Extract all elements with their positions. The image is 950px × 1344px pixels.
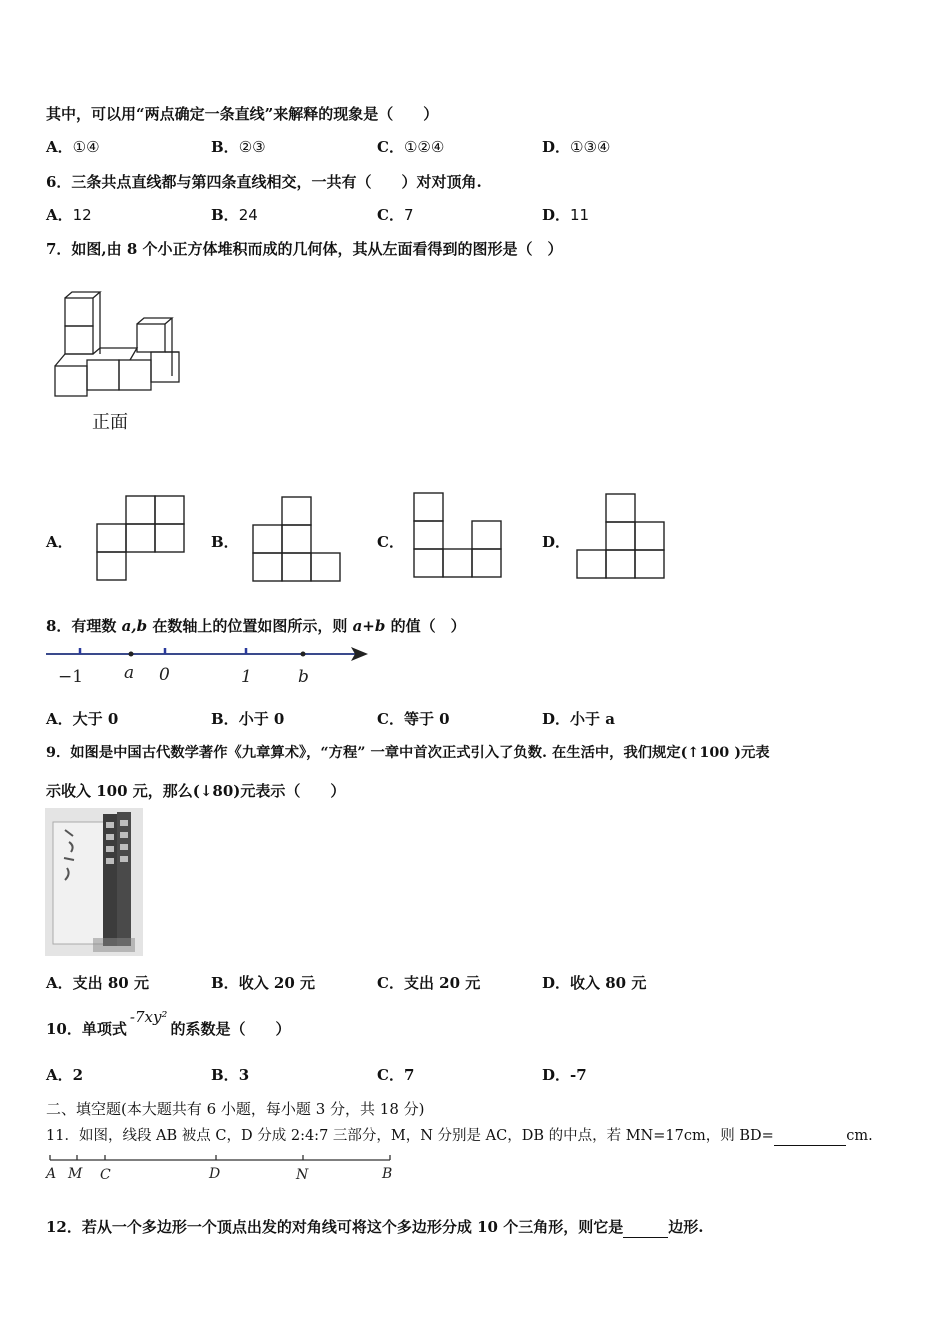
seg-label-n: N — [296, 1167, 309, 1183]
q6-option-c: C．7 — [377, 206, 414, 224]
section-heading: 二、填空题(本大题共有 6 小题，每小题 3 分，共 18 分) — [46, 1100, 425, 1118]
q6-option-b: B．24 — [211, 206, 258, 224]
q10-option-d: D．-7 — [542, 1066, 587, 1084]
q7-option-a-label: A． — [46, 533, 73, 551]
book-photo — [45, 808, 143, 956]
figure-caption: 正面 — [92, 412, 128, 433]
q7-option-b-label: B． — [211, 533, 239, 551]
q8-option-a: A．大于 0 — [46, 710, 119, 728]
seg-label-c: C — [100, 1167, 111, 1183]
seg-label-m: M — [68, 1166, 83, 1182]
axis-label-neg1: −1 — [58, 667, 84, 687]
q9-option-c: C．支出 20 元 — [377, 974, 481, 992]
q9-stem-line2: 示收入 100 元，那么(↓80)元表示（ ） — [46, 782, 346, 800]
axis-label-1: 1 — [241, 667, 252, 687]
q9-option-b: B．收入 20 元 — [211, 974, 316, 992]
q6-option-a: A．12 — [46, 206, 92, 224]
q10-stem: 10．单项式-7xy²的系数是（ ） — [46, 1008, 291, 1038]
q7-option-d-figure — [577, 493, 665, 579]
segment-figure — [46, 1154, 396, 1186]
q8-option-b: B．小于 0 — [211, 710, 285, 728]
q8-option-d: D．小于 a — [542, 710, 615, 728]
cube-stack-figure — [50, 290, 185, 400]
q6-stem: 6．三条共点直线都与第四条直线相交，一共有（ ）对对顶角. — [46, 173, 482, 191]
q9-option-d: D．收入 80 元 — [542, 974, 647, 992]
q5-option-c: C．①②④ — [377, 138, 445, 156]
q7-option-a-figure — [97, 495, 185, 581]
q7-option-c-label: C． — [377, 533, 404, 551]
q8-option-c: C．等于 0 — [377, 710, 450, 728]
q9-stem-line1: 9．如图是中国古代数学著作《九章算术》，“方程” 一章中首次正式引入了负数. 在生活中，我们规定(↑100 )元表 — [46, 745, 770, 761]
q7-option-b-figure — [253, 496, 341, 582]
q6-option-d: D．11 — [542, 206, 590, 224]
axis-label-b: b — [298, 667, 309, 687]
axis-label-0: 0 — [159, 665, 170, 685]
q8-stem: 8．有理数 a,b 在数轴上的位置如图所示，则 a+b 的值（ ） — [46, 617, 466, 635]
q7-option-d-label: D． — [542, 533, 571, 551]
q5-option-b: B．②③ — [211, 138, 266, 156]
q10-option-b: B．3 — [211, 1066, 250, 1084]
q9-option-a: A．支出 80 元 — [46, 974, 149, 992]
seg-label-b: B — [382, 1166, 393, 1182]
q12-answer-blank — [623, 1216, 668, 1238]
q7-stem: 7．如图,由 8 个小正方体堆积而成的几何体，其从左面看得到的图形是（ ） — [46, 240, 563, 258]
number-line — [46, 643, 371, 688]
q10-formula: -7xy² — [129, 1008, 168, 1026]
q5-stem: 其中，可以用“两点确定一条直线”来解释的现象是（ ） — [46, 105, 439, 123]
seg-label-d: D — [209, 1166, 221, 1182]
q5-option-d: D．①③④ — [542, 138, 611, 156]
axis-label-a: a — [124, 663, 135, 683]
q10-option-c: C．7 — [377, 1066, 415, 1084]
q5-option-a: A．①④ — [46, 138, 100, 156]
q11-stem: 11．如图，线段 AB 被点 C，D 分成 2:4:7 三部分，M，N 分别是 AC，DB 的中点，若 MN=17cm，则 BD= cm. — [46, 1124, 873, 1146]
q10-option-a: A．2 — [46, 1066, 84, 1084]
q11-answer-blank — [774, 1124, 847, 1146]
seg-label-a: A — [46, 1166, 57, 1182]
q7-option-c-figure — [414, 492, 502, 578]
q12-stem: 12．若从一个多边形一个顶点出发的对角线可将这个多边形分成 10 个三角形，则它是 边形. — [46, 1218, 704, 1236]
